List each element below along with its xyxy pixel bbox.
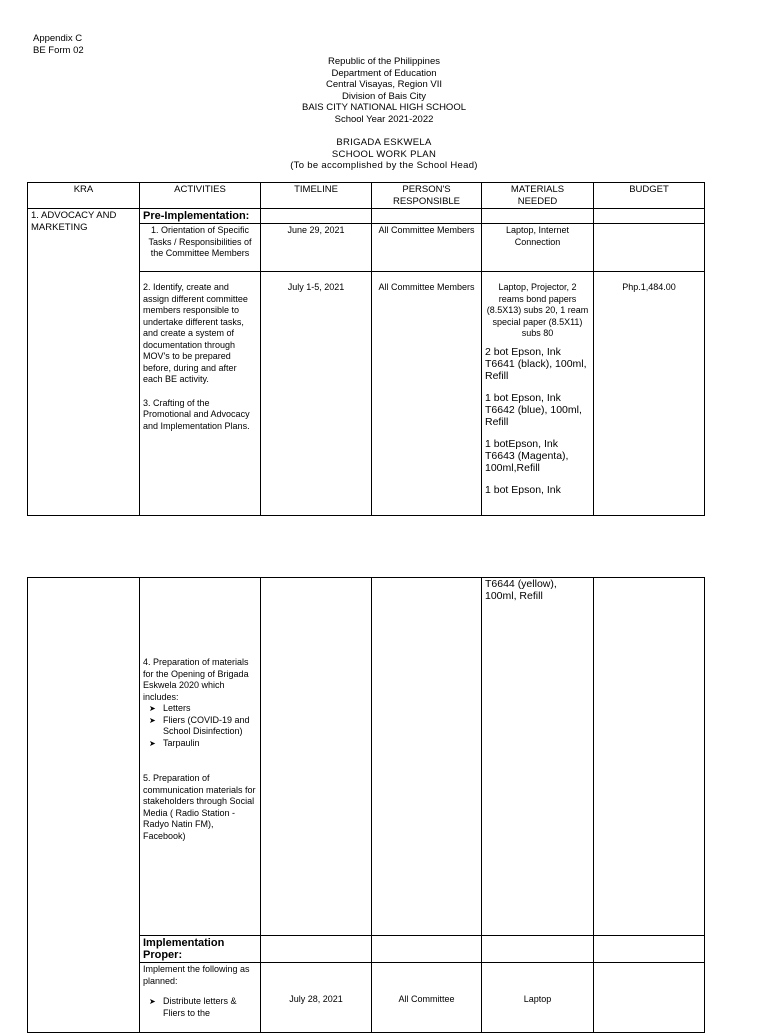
activity-cell bbox=[140, 963, 261, 1033]
header-line: Division of Bais City bbox=[342, 90, 426, 102]
column-header-activities: ACTIVITIES bbox=[140, 183, 261, 209]
activity-text: 5. Preparation of communication materials for stakeholders through Social Media ( Radio Station -Radyo Natin FM), Facebook) bbox=[143, 773, 256, 841]
column-header-budget: BUDGET bbox=[594, 183, 705, 209]
materials-cell: Laptop, Internet Connection bbox=[482, 224, 594, 272]
phase-line: Proper: bbox=[143, 949, 183, 961]
activity-cell bbox=[140, 272, 261, 516]
persons-cell: All Committee bbox=[372, 963, 482, 1033]
table-row bbox=[28, 209, 705, 224]
materials-text: 1 bot Epson, Ink bbox=[485, 483, 561, 496]
column-header-materials bbox=[482, 183, 594, 209]
activity-cell: 1. Orientation of Specific Tasks / Responsibilities of the Committee Members bbox=[140, 224, 261, 272]
program-title: BRIGADA ESKWELA bbox=[336, 137, 432, 148]
list-item: ➤ Tarpaulin bbox=[163, 738, 257, 750]
materials-header-line: NEEDED bbox=[517, 195, 558, 207]
appendix-line: Appendix C bbox=[33, 33, 83, 44]
budget-cell: Php.1,484.00 bbox=[594, 272, 705, 516]
timeline-cell bbox=[261, 578, 372, 936]
header-line: Republic of the Philippines bbox=[328, 56, 440, 67]
empty-cell bbox=[482, 209, 594, 224]
kra-cell bbox=[28, 209, 140, 516]
materials-text: 2 bot Epson, Ink T6641 (black), 100ml, Refill bbox=[485, 345, 587, 382]
document-header bbox=[0, 56, 768, 125]
budget-cell bbox=[594, 224, 705, 272]
empty-cell bbox=[594, 209, 705, 224]
work-plan-table bbox=[27, 182, 705, 516]
document-title bbox=[0, 137, 768, 172]
kra-line: MARKETING bbox=[31, 221, 88, 233]
empty-cell bbox=[482, 936, 594, 963]
materials-text: 1 bot Epson, Ink T6642 (blue), 100ml, Refill bbox=[485, 391, 582, 428]
column-header-persons bbox=[372, 183, 482, 209]
persons-cell bbox=[372, 578, 482, 936]
column-header-kra: KRA bbox=[28, 183, 140, 209]
persons-cell: All Committee Members bbox=[372, 224, 482, 272]
empty-cell bbox=[372, 209, 482, 224]
list-item: ➤ Distribute letters & Fliers to the bbox=[163, 996, 257, 1019]
timeline-cell: June 29, 2021 bbox=[261, 224, 372, 272]
plan-title: SCHOOL WORK PLAN bbox=[331, 148, 437, 160]
column-header-timeline: TIMELINE bbox=[261, 183, 372, 209]
timeline-cell: July 28, 2021 bbox=[261, 963, 372, 1033]
implement-list bbox=[143, 996, 257, 1019]
activity-cell bbox=[140, 578, 261, 936]
activity-text: Implement the following as planned: bbox=[143, 964, 250, 986]
empty-cell bbox=[261, 209, 372, 224]
kra-line: 1. ADVOCACY AND bbox=[31, 210, 117, 221]
school-year: School Year 2021-2022 bbox=[334, 113, 434, 125]
materials-cell: T6644 (yellow), 100ml, Refill bbox=[482, 578, 594, 936]
material-list bbox=[143, 703, 257, 749]
empty-cell bbox=[594, 936, 705, 963]
phase-label bbox=[140, 936, 261, 963]
timeline-cell: July 1-5, 2021 bbox=[261, 272, 372, 516]
plan-note: (To be accomplished by the School Head) bbox=[290, 160, 478, 171]
activity-text: 2. Identify, create and assign different committee members responsible to undertake different tasks, and create a system of documentation through MOV's to be prepared before, during and after each BE activity. bbox=[143, 282, 248, 384]
appendix-label bbox=[33, 33, 84, 56]
budget-cell bbox=[594, 578, 705, 936]
activity-text: 3. Crafting of the Promotional and Advocacy and Implementation Plans. bbox=[143, 397, 250, 431]
list-item: ➤ Letters bbox=[163, 703, 257, 715]
empty-cell bbox=[372, 936, 482, 963]
materials-cell: Laptop bbox=[482, 963, 594, 1033]
header-line: Department of Education bbox=[331, 67, 437, 79]
table-row bbox=[28, 578, 705, 936]
materials-text: Laptop, Projector, 2 reams bond papers (8.5X13) subs 20, 1 ream special paper (8.5X11) subs 80 bbox=[486, 282, 589, 338]
header-line: Central Visayas, Region VII bbox=[326, 79, 442, 90]
phase-line: Implementation bbox=[143, 937, 225, 949]
kra-cell bbox=[28, 578, 140, 1033]
persons-cell: All Committee Members bbox=[372, 272, 482, 516]
budget-cell bbox=[594, 963, 705, 1033]
phase-label: Pre-Implementation: bbox=[140, 209, 261, 224]
persons-header-line: PERSON'S bbox=[402, 184, 451, 195]
materials-header-line: MATERIALS bbox=[510, 184, 565, 195]
form-number: BE Form 02 bbox=[33, 44, 84, 56]
activity-text: 4. Preparation of materials for the Opening of Brigada Eskwela 2020 which includes: bbox=[143, 657, 249, 702]
table-header-row bbox=[28, 183, 705, 209]
persons-header-line: RESPONSIBLE bbox=[392, 195, 461, 207]
materials-cell bbox=[482, 272, 594, 516]
work-plan-table-continued bbox=[27, 577, 705, 1033]
list-item: ➤ Fliers (COVID-19 and School Disinfection) bbox=[163, 715, 257, 738]
empty-cell bbox=[261, 936, 372, 963]
materials-text: 1 botEpson, Ink T6643 (Magenta), 100ml,Refill bbox=[485, 437, 569, 474]
school-name: BAIS CITY NATIONAL HIGH SCHOOL bbox=[302, 102, 466, 113]
